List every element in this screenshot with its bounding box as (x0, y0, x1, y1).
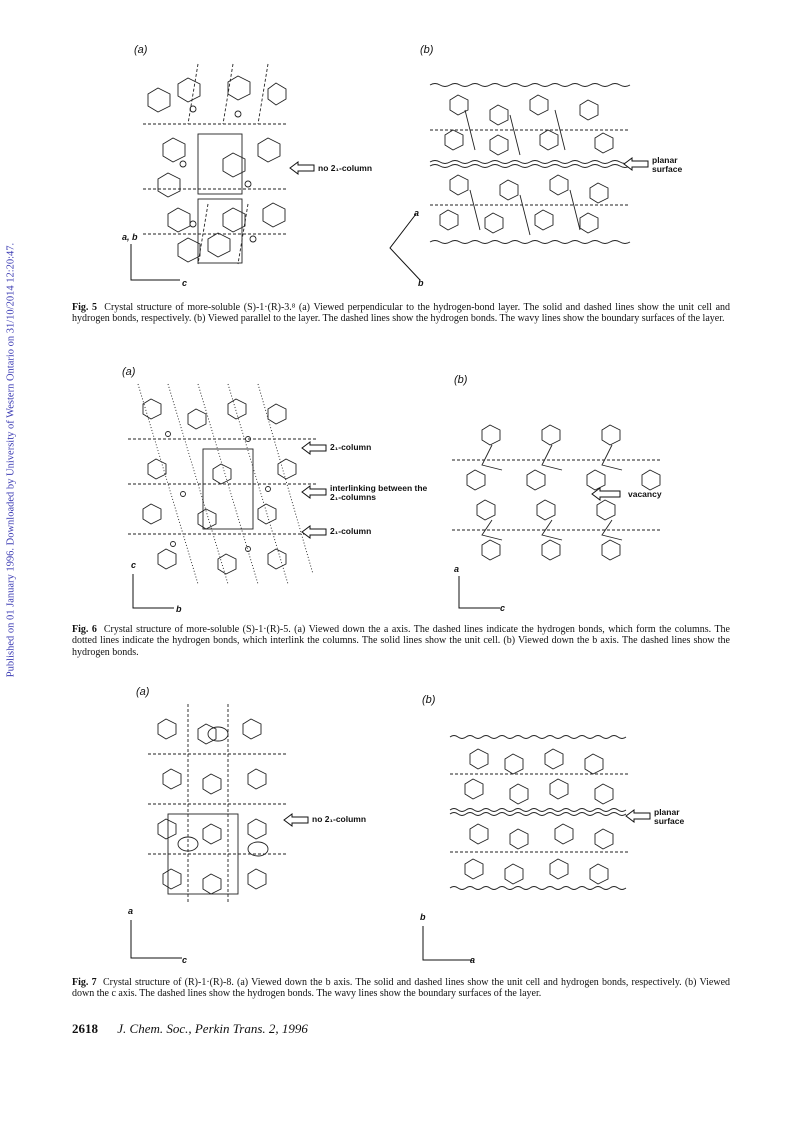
fig7-caption-label: Fig. 7 (72, 977, 97, 988)
fig6-panel-a-label: (a) (122, 366, 136, 378)
fig5-axis-b-a: a (414, 208, 420, 218)
fig6-panel-a-structure (128, 384, 318, 584)
fig7-panel-a-label: (a) (136, 686, 150, 698)
fig5-caption (72, 302, 730, 325)
fig5-axis-c: c (182, 278, 188, 288)
fig6-callout-a2-line1: interlinking between the (330, 483, 428, 493)
fig7-callout-b-line2: surface (654, 816, 685, 826)
page-number: 2618 (72, 1021, 98, 1036)
download-notice-text: Published on 01 January 1996. Downloaded by University of Western Ontario on 31/10/2014 12:20:47. (5, 242, 17, 678)
fig7-callout-b-arrow (626, 810, 652, 822)
fig5-caption-text: Crystal structure of more-soluble (S)-1·(R)-3.⁸ (a) Viewed perpendicular to the hydrogen-bond layer. The solid and dashed lines show the unit cell and hydrogen bonds, respectively. (b) Viewed parallel to the layer. The dashed lines show the hydrogen bonds. The wavy lines show the boundary surfaces of the layer. (72, 302, 731, 325)
fig5-axis-b-b: b (418, 278, 424, 288)
fig6-callout-a1-arrow (302, 442, 328, 454)
fig5-panel-a-label: (a) (134, 44, 148, 56)
download-notice (4, 180, 18, 740)
fig7-axis-b-b: b (420, 912, 426, 922)
fig5-caption-label: Fig. 5 (72, 302, 98, 313)
page-footer (72, 1021, 308, 1037)
journal-reference: J. Chem. Soc., Perkin Trans. 2, 1996 (117, 1021, 308, 1036)
fig7-panel-a-structure (148, 704, 288, 904)
fig7-caption (72, 977, 730, 1000)
fig5-callout-b-arrow (624, 158, 650, 170)
fig6-callout-a1: 2₁-column (330, 442, 372, 452)
fig6-callout-b: vacancy (628, 489, 662, 499)
fig6-panel-b-label: (b) (454, 374, 468, 386)
fig6-callout-a2-arrow (302, 486, 328, 498)
fig7-callout-a: no 2₁-column (312, 814, 367, 824)
fig5-panel-a-structure (138, 64, 298, 264)
fig7-callout-b-line1: planar (654, 807, 680, 817)
fig5-axis-b-lines (388, 214, 428, 284)
fig6-callout-b-arrow (592, 488, 622, 500)
fig6-callout-a2-line2: 2₁-columns (330, 492, 377, 502)
fig6-axis-a-lines (132, 574, 182, 614)
fig6-callout-a3: 2₁-column (330, 526, 372, 536)
fig7-panel-b-structure (450, 734, 630, 894)
fig7-caption-text: Crystal structure of (R)-1·(R)-8. (a) Viewed down the b axis. The solid and dashed lines show the unit cell and hydrogen bonds, respectively. (b) Viewed down the c axis. The dashed lines show the hydrogen bonds. The wavy lines show the boundary surfaces of the layer. (72, 977, 731, 1000)
fig5-callout-b (652, 156, 682, 174)
fig6-caption (72, 624, 730, 658)
fig5-panel-b-label: (b) (420, 44, 434, 56)
fig6-axis-a-c: c (131, 560, 137, 570)
fig7-callout-a-arrow (284, 814, 310, 826)
fig6-caption-text: Crystal structure of more-soluble (S)-1·(R)-5. (a) Viewed down the a axis. The dashed lines indicate the hydrogen bonds, which form the columns. The dotted lines indicate the hydrogen bonds, which interlink the columns. The solid lines show the unit cell. (b) Viewed down the b axis. The dashed lines show the hydrogen bonds. (72, 624, 730, 658)
fig7-axis-a-lines (130, 920, 190, 964)
fig6-callout-a3-arrow (302, 526, 328, 538)
fig7-panel-b-label: (b) (422, 694, 436, 706)
fig5-callout-b-line1: planar (652, 155, 678, 165)
fig5-callout-arrow (290, 162, 316, 174)
fig7-axis-b-a: a (470, 955, 476, 965)
fig6-caption-label: Fig. 6 (72, 624, 97, 635)
fig5-callout-b-line2: surface (652, 164, 683, 174)
fig5-axis-ab: a, b (122, 232, 138, 242)
fig6-axis-b-c: c (500, 603, 506, 613)
fig7-axis-a-a: a (128, 906, 134, 916)
fig6-axis-b-a: a (454, 564, 460, 574)
fig5-panel-b-structure (430, 80, 630, 250)
fig6-axis-a-b: b (176, 604, 182, 614)
fig7-axis-a-c: c (182, 955, 188, 965)
fig5-callout-a: no 2₁-column (318, 163, 373, 173)
fig6-callout-a2 (330, 484, 427, 502)
fig5-axis-a-lines (130, 244, 190, 284)
fig7-callout-b (654, 808, 684, 826)
